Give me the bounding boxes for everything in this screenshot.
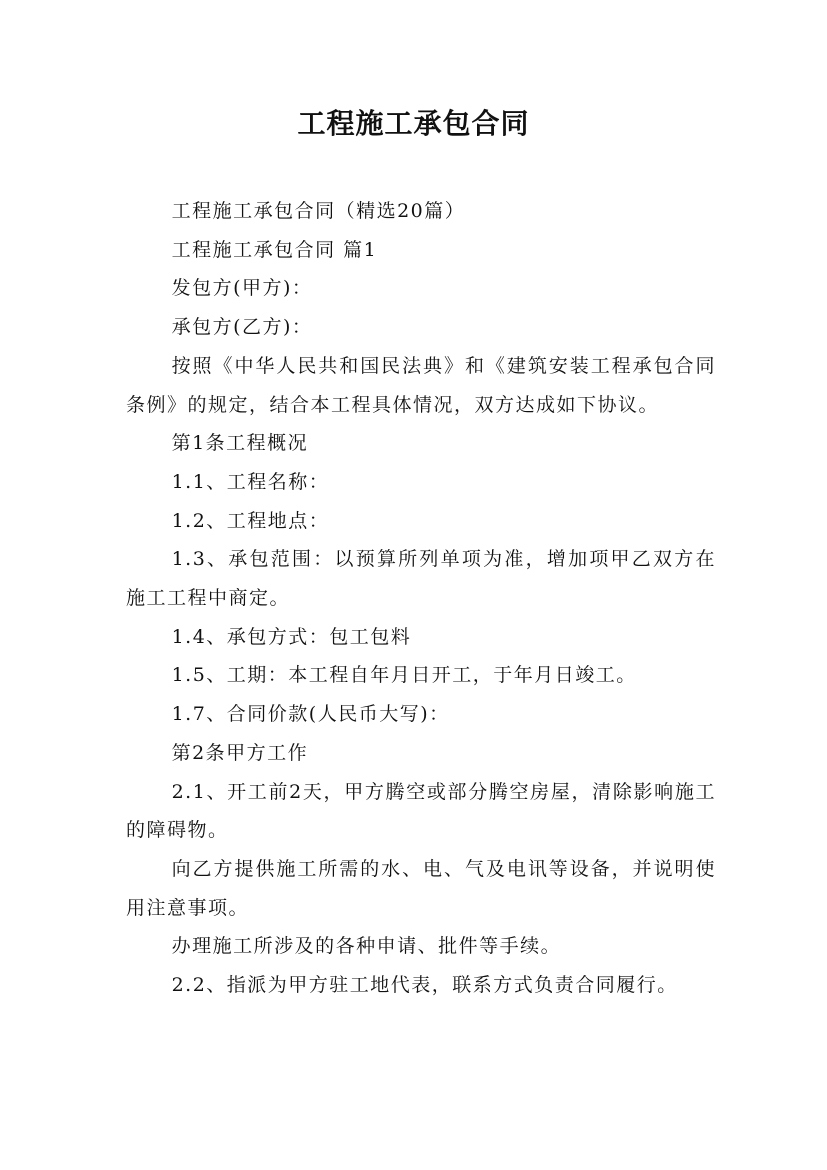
document-title: 工程施工承包合同 [297, 107, 530, 140]
paragraph: 发包方(甲方)： [171, 277, 313, 300]
paragraph: 2.2、指派为甲方驻工地代表，联系方式负责合同履行。 [171, 974, 678, 997]
paragraph: 1.7、合同价款(人民币大写)： [171, 703, 450, 726]
paragraph: 工程施工承包合同（精选20篇） [171, 200, 466, 222]
paragraph: 按照《中华人民共和国民法典》和《建筑安装工程承包合同条例》的规定，结合本工程具体情况，双方达成如下协议。 [126, 354, 716, 416]
paragraph: 1.5、工期：本工程自年月日开工，于年月日竣工。 [171, 664, 637, 687]
paragraph: 第2条甲方工作 [171, 741, 309, 764]
paragraph: 向乙方提供施工所需的水、电、气及电讯等设备，并说明使用注意事项。 [126, 857, 716, 919]
paragraph: 办理施工所涉及的各种申请、批件等手续。 [171, 935, 562, 958]
paragraph: 1.3、承包范围：以预算所列单项为准，增加项甲乙双方在施工工程中商定。 [126, 548, 716, 610]
paragraph: 承包方(乙方)： [171, 316, 313, 339]
paragraph: 1.1、工程名称： [171, 470, 330, 493]
paragraph: 工程施工承包合同 篇1 [171, 238, 378, 261]
paragraph: 1.4、承包方式：包工包料 [171, 625, 412, 648]
paragraph: 1.2、工程地点： [171, 509, 330, 532]
document-body [126, 192, 716, 1005]
paragraph: 2.1、开工前2天，甲方腾空或部分腾空房屋，清除影响施工的障碍物。 [126, 780, 716, 842]
paragraph: 第1条工程概况 [171, 432, 309, 455]
